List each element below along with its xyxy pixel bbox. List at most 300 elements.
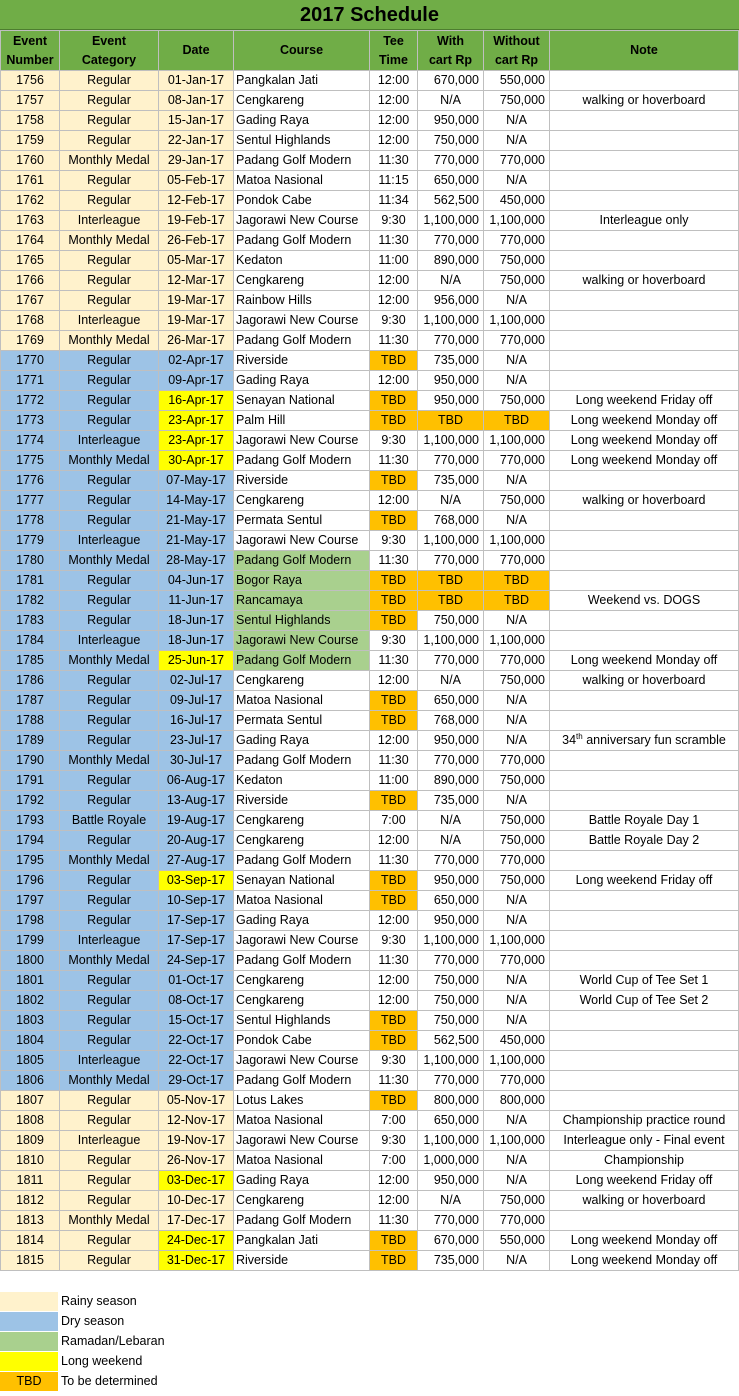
event-category-cell: Regular (60, 1251, 159, 1271)
tee-time-cell: TBD (370, 1031, 418, 1051)
event-category-cell: Regular (60, 671, 159, 691)
with-cart-cell: 768,000 (418, 711, 484, 731)
date-cell: 26-Feb-17 (159, 231, 234, 251)
without-cart-cell: N/A (484, 911, 550, 931)
event-category-cell: Monthly Medal (60, 151, 159, 171)
table-row (1, 691, 739, 711)
event-category-cell: Regular (60, 711, 159, 731)
tee-time-cell: TBD (370, 1011, 418, 1031)
without-cart-cell: 1,100,000 (484, 631, 550, 651)
event-number-cell: 1762 (1, 191, 60, 211)
with-cart-cell: 750,000 (418, 611, 484, 631)
without-cart-cell: N/A (484, 351, 550, 371)
tee-time-cell: TBD (370, 1251, 418, 1271)
event-number-cell: 1815 (1, 1251, 60, 1271)
without-cart-cell: N/A (484, 111, 550, 131)
without-cart-cell: 770,000 (484, 951, 550, 971)
event-category-cell: Regular (60, 111, 159, 131)
with-cart-cell: 1,100,000 (418, 1131, 484, 1151)
note-cell (550, 131, 739, 151)
legend-label: Ramadan/Lebaran (61, 1334, 165, 1348)
course-cell: Palm Hill (234, 411, 370, 431)
note-cell (550, 631, 739, 651)
table-row (1, 1051, 739, 1071)
date-cell: 18-Jun-17 (159, 611, 234, 631)
tee-time-cell: 11:30 (370, 451, 418, 471)
event-number-cell: 1804 (1, 1031, 60, 1051)
event-number-cell: 1806 (1, 1071, 60, 1091)
note-cell (550, 1051, 739, 1071)
event-category-cell: Regular (60, 1191, 159, 1211)
course-cell: Cengkareng (234, 991, 370, 1011)
table-row (1, 711, 739, 731)
course-cell: Riverside (234, 791, 370, 811)
note-cell (550, 511, 739, 531)
table-row (1, 371, 739, 391)
event-category-cell: Regular (60, 191, 159, 211)
with-cart-cell: N/A (418, 271, 484, 291)
event-category-cell: Regular (60, 1091, 159, 1111)
event-number-cell: 1808 (1, 1111, 60, 1131)
without-cart-cell: 770,000 (484, 651, 550, 671)
event-number-cell: 1805 (1, 1051, 60, 1071)
table-row (1, 571, 739, 591)
tee-time-cell: 12:00 (370, 911, 418, 931)
with-cart-cell: 670,000 (418, 71, 484, 91)
date-cell: 05-Nov-17 (159, 1091, 234, 1111)
tee-time-cell: 12:00 (370, 91, 418, 111)
without-cart-cell: N/A (484, 711, 550, 731)
date-cell: 04-Jun-17 (159, 571, 234, 591)
date-cell: 17-Dec-17 (159, 1211, 234, 1231)
table-row (1, 551, 739, 571)
date-cell: 08-Jan-17 (159, 91, 234, 111)
date-cell: 18-Jun-17 (159, 631, 234, 651)
event-number-cell: 1801 (1, 971, 60, 991)
note-cell: World Cup of Tee Set 2 (550, 991, 739, 1011)
event-category-cell: Monthly Medal (60, 231, 159, 251)
tee-time-cell: 12:00 (370, 1171, 418, 1191)
with-cart-cell: 950,000 (418, 871, 484, 891)
date-cell: 07-May-17 (159, 471, 234, 491)
without-cart-cell: 770,000 (484, 331, 550, 351)
tee-time-cell: 11:30 (370, 1211, 418, 1231)
date-cell: 26-Mar-17 (159, 331, 234, 351)
event-category-cell: Regular (60, 1111, 159, 1131)
course-cell: Permata Sentul (234, 511, 370, 531)
course-cell: Jagorawi New Course (234, 211, 370, 231)
table-row (1, 231, 739, 251)
event-number-cell: 1807 (1, 1091, 60, 1111)
without-cart-cell: N/A (484, 1151, 550, 1171)
event-number-cell: 1765 (1, 251, 60, 271)
header-date: Date (159, 31, 234, 71)
date-cell: 24-Sep-17 (159, 951, 234, 971)
event-number-cell: 1798 (1, 911, 60, 931)
date-cell: 19-Feb-17 (159, 211, 234, 231)
without-cart-cell: 800,000 (484, 1091, 550, 1111)
date-cell: 23-Apr-17 (159, 411, 234, 431)
with-cart-cell: 956,000 (418, 291, 484, 311)
without-cart-cell: N/A (484, 371, 550, 391)
event-category-cell: Interleague (60, 1131, 159, 1151)
tee-time-cell: 9:30 (370, 1131, 418, 1151)
event-number-cell: 1795 (1, 851, 60, 871)
date-cell: 17-Sep-17 (159, 931, 234, 951)
date-cell: 26-Nov-17 (159, 1151, 234, 1171)
without-cart-cell: N/A (484, 511, 550, 531)
without-cart-cell: 770,000 (484, 551, 550, 571)
event-category-cell: Interleague (60, 431, 159, 451)
date-cell: 01-Jan-17 (159, 71, 234, 91)
table-row (1, 391, 739, 411)
legend-item (0, 1372, 300, 1391)
note-cell (550, 151, 739, 171)
note-cell: Long weekend Friday off (550, 871, 739, 891)
with-cart-cell: 770,000 (418, 551, 484, 571)
date-cell: 11-Jun-17 (159, 591, 234, 611)
table-row (1, 1131, 739, 1151)
event-category-cell: Regular (60, 171, 159, 191)
event-category-cell: Interleague (60, 1051, 159, 1071)
event-number-cell: 1788 (1, 711, 60, 731)
table-row (1, 871, 739, 891)
with-cart-cell: 562,500 (418, 191, 484, 211)
note-cell (550, 291, 739, 311)
event-number-cell: 1814 (1, 1231, 60, 1251)
tee-time-cell: TBD (370, 891, 418, 911)
tee-time-cell: 11:30 (370, 851, 418, 871)
course-cell: Riverside (234, 1251, 370, 1271)
tee-time-cell: 11:30 (370, 231, 418, 251)
table-row (1, 591, 739, 611)
note-cell (550, 1091, 739, 1111)
event-number-cell: 1785 (1, 651, 60, 671)
schedule-body (1, 71, 739, 1271)
date-cell: 09-Apr-17 (159, 371, 234, 391)
event-category-cell: Monthly Medal (60, 1071, 159, 1091)
note-cell: walking or hoverboard (550, 491, 739, 511)
with-cart-cell: N/A (418, 491, 484, 511)
course-cell: Jagorawi New Course (234, 311, 370, 331)
event-category-cell: Regular (60, 271, 159, 291)
event-category-cell: Monthly Medal (60, 1211, 159, 1231)
note-cell (550, 851, 739, 871)
course-cell: Cengkareng (234, 971, 370, 991)
header-row (1, 31, 739, 71)
note-cell (550, 891, 739, 911)
event-number-cell: 1770 (1, 351, 60, 371)
event-number-cell: 1791 (1, 771, 60, 791)
tee-time-cell: 11:00 (370, 251, 418, 271)
date-cell: 19-Nov-17 (159, 1131, 234, 1151)
tee-time-cell: 11:34 (370, 191, 418, 211)
course-cell: Pondok Cabe (234, 191, 370, 211)
with-cart-cell: 950,000 (418, 391, 484, 411)
note-cell: Interleague only - Final event (550, 1131, 739, 1151)
note-cell: Long weekend Monday off (550, 411, 739, 431)
event-number-cell: 1811 (1, 1171, 60, 1191)
note-cell: Battle Royale Day 2 (550, 831, 739, 851)
event-category-cell: Regular (60, 771, 159, 791)
tee-time-cell: 12:00 (370, 111, 418, 131)
course-cell: Matoa Nasional (234, 691, 370, 711)
without-cart-cell: 750,000 (484, 811, 550, 831)
note-cell (550, 691, 739, 711)
event-category-cell: Regular (60, 591, 159, 611)
with-cart-cell: 770,000 (418, 851, 484, 871)
without-cart-cell: TBD (484, 591, 550, 611)
without-cart-cell: 1,100,000 (484, 931, 550, 951)
legend-swatch (0, 1312, 58, 1331)
event-category-cell: Interleague (60, 931, 159, 951)
tee-time-cell: TBD (370, 791, 418, 811)
with-cart-cell: 735,000 (418, 351, 484, 371)
date-cell: 22-Oct-17 (159, 1051, 234, 1071)
course-cell: Jagorawi New Course (234, 431, 370, 451)
course-cell: Riverside (234, 351, 370, 371)
event-number-cell: 1776 (1, 471, 60, 491)
event-number-cell: 1792 (1, 791, 60, 811)
date-cell: 16-Jul-17 (159, 711, 234, 731)
without-cart-cell: 750,000 (484, 391, 550, 411)
note-cell (550, 231, 739, 251)
note-cell (550, 71, 739, 91)
without-cart-cell: N/A (484, 971, 550, 991)
table-row (1, 631, 739, 651)
tee-time-cell: 9:30 (370, 531, 418, 551)
note-cell (550, 371, 739, 391)
event-category-cell: Regular (60, 1231, 159, 1251)
note-cell: walking or hoverboard (550, 1191, 739, 1211)
table-row (1, 171, 739, 191)
event-number-cell: 1810 (1, 1151, 60, 1171)
event-number-cell: 1775 (1, 451, 60, 471)
date-cell: 30-Apr-17 (159, 451, 234, 471)
note-cell: walking or hoverboard (550, 271, 739, 291)
course-cell: Padang Golf Modern (234, 1211, 370, 1231)
course-cell: Cengkareng (234, 91, 370, 111)
with-cart-cell: 735,000 (418, 791, 484, 811)
event-category-cell: Interleague (60, 631, 159, 651)
event-number-cell: 1759 (1, 131, 60, 151)
without-cart-cell: 550,000 (484, 1231, 550, 1251)
with-cart-cell: 950,000 (418, 911, 484, 931)
course-cell: Matoa Nasional (234, 891, 370, 911)
event-category-cell: Regular (60, 1151, 159, 1171)
table-row (1, 471, 739, 491)
with-cart-cell: N/A (418, 831, 484, 851)
without-cart-cell: 770,000 (484, 751, 550, 771)
date-cell: 15-Jan-17 (159, 111, 234, 131)
date-cell: 01-Oct-17 (159, 971, 234, 991)
event-number-cell: 1766 (1, 271, 60, 291)
date-cell: 31-Dec-17 (159, 1251, 234, 1271)
tee-time-cell: 11:30 (370, 951, 418, 971)
with-cart-cell: 562,500 (418, 1031, 484, 1051)
tee-time-cell: 12:00 (370, 131, 418, 151)
table-row (1, 1251, 739, 1271)
with-cart-cell: 650,000 (418, 1111, 484, 1131)
date-cell: 23-Jul-17 (159, 731, 234, 751)
date-cell: 19-Aug-17 (159, 811, 234, 831)
course-cell: Matoa Nasional (234, 171, 370, 191)
course-cell: Gading Raya (234, 111, 370, 131)
without-cart-cell: N/A (484, 891, 550, 911)
event-number-cell: 1761 (1, 171, 60, 191)
tee-time-cell: TBD (370, 391, 418, 411)
without-cart-cell: N/A (484, 291, 550, 311)
course-cell: Gading Raya (234, 1171, 370, 1191)
without-cart-cell: 1,100,000 (484, 1131, 550, 1151)
event-number-cell: 1777 (1, 491, 60, 511)
note-cell (550, 551, 739, 571)
note-cell (550, 351, 739, 371)
legend-item (0, 1332, 300, 1351)
with-cart-cell: 650,000 (418, 691, 484, 711)
course-cell: Padang Golf Modern (234, 951, 370, 971)
without-cart-cell: N/A (484, 791, 550, 811)
date-cell: 14-May-17 (159, 491, 234, 511)
note-cell (550, 911, 739, 931)
note-cell (550, 331, 739, 351)
event-number-cell: 1813 (1, 1211, 60, 1231)
event-category-cell: Interleague (60, 211, 159, 231)
table-row (1, 491, 739, 511)
tee-time-cell: TBD (370, 711, 418, 731)
event-category-cell: Regular (60, 611, 159, 631)
tee-time-cell: TBD (370, 411, 418, 431)
course-cell: Matoa Nasional (234, 1111, 370, 1131)
tee-time-cell: 11:30 (370, 551, 418, 571)
without-cart-cell: 1,100,000 (484, 531, 550, 551)
table-row (1, 411, 739, 431)
table-row (1, 111, 739, 131)
course-cell: Kedaton (234, 251, 370, 271)
legend-swatch (0, 1352, 58, 1371)
event-category-cell: Regular (60, 291, 159, 311)
date-cell: 12-Feb-17 (159, 191, 234, 211)
course-cell: Senayan National (234, 871, 370, 891)
schedule-table (0, 30, 739, 1271)
event-number-cell: 1793 (1, 811, 60, 831)
tee-time-cell: TBD (370, 571, 418, 591)
without-cart-cell: 1,100,000 (484, 431, 550, 451)
note-cell: Long weekend Monday off (550, 651, 739, 671)
tee-time-cell: 9:30 (370, 211, 418, 231)
date-cell: 25-Jun-17 (159, 651, 234, 671)
note-cell (550, 111, 739, 131)
date-cell: 13-Aug-17 (159, 791, 234, 811)
note-cell (550, 311, 739, 331)
note-cell (550, 1011, 739, 1031)
course-cell: Gading Raya (234, 731, 370, 751)
event-category-cell: Regular (60, 391, 159, 411)
event-number-cell: 1771 (1, 371, 60, 391)
without-cart-cell: 1,100,000 (484, 1051, 550, 1071)
note-cell: walking or hoverboard (550, 671, 739, 691)
event-number-cell: 1760 (1, 151, 60, 171)
course-cell: Cengkareng (234, 831, 370, 851)
course-cell: Sentul Highlands (234, 1011, 370, 1031)
legend-label: To be determined (61, 1374, 158, 1388)
note-cell (550, 171, 739, 191)
course-cell: Permata Sentul (234, 711, 370, 731)
event-number-cell: 1772 (1, 391, 60, 411)
note-cell: Long weekend Monday off (550, 451, 739, 471)
without-cart-cell: TBD (484, 411, 550, 431)
date-cell: 03-Sep-17 (159, 871, 234, 891)
table-row (1, 1231, 739, 1251)
event-number-cell: 1769 (1, 331, 60, 351)
course-cell: Padang Golf Modern (234, 551, 370, 571)
table-row (1, 431, 739, 451)
tee-time-cell: 7:00 (370, 811, 418, 831)
note-cell: Long weekend Monday off (550, 1231, 739, 1251)
event-number-cell: 1767 (1, 291, 60, 311)
event-category-cell: Regular (60, 411, 159, 431)
table-row (1, 151, 739, 171)
course-cell: Sentul Highlands (234, 131, 370, 151)
header-event-number: Event Number (1, 31, 60, 71)
with-cart-cell: 770,000 (418, 651, 484, 671)
without-cart-cell: 1,100,000 (484, 311, 550, 331)
table-row (1, 931, 739, 951)
note-cell (550, 951, 739, 971)
legend-label: Dry season (61, 1314, 125, 1328)
table-row (1, 651, 739, 671)
tee-time-cell: 12:00 (370, 71, 418, 91)
course-cell: Padang Golf Modern (234, 751, 370, 771)
note-cell: Long weekend Friday off (550, 391, 739, 411)
table-row (1, 1111, 739, 1131)
event-category-cell: Monthly Medal (60, 751, 159, 771)
tee-time-cell: 12:00 (370, 371, 418, 391)
with-cart-cell: 1,000,000 (418, 1151, 484, 1171)
without-cart-cell: 770,000 (484, 1071, 550, 1091)
date-cell: 05-Mar-17 (159, 251, 234, 271)
tee-time-cell: TBD (370, 871, 418, 891)
event-number-cell: 1799 (1, 931, 60, 951)
tee-time-cell: 9:30 (370, 631, 418, 651)
event-category-cell: Monthly Medal (60, 331, 159, 351)
without-cart-cell: N/A (484, 1111, 550, 1131)
course-cell: Lotus Lakes (234, 1091, 370, 1111)
note-cell (550, 571, 739, 591)
note-cell (550, 1031, 739, 1051)
table-row (1, 971, 739, 991)
event-category-cell: Regular (60, 511, 159, 531)
event-category-cell: Regular (60, 971, 159, 991)
course-cell: Cengkareng (234, 811, 370, 831)
without-cart-cell: N/A (484, 1171, 550, 1191)
tee-time-cell: TBD (370, 611, 418, 631)
note-cell: Championship (550, 1151, 739, 1171)
table-row (1, 1071, 739, 1091)
tee-time-cell: 11:15 (370, 171, 418, 191)
with-cart-cell: 770,000 (418, 951, 484, 971)
date-cell: 09-Jul-17 (159, 691, 234, 711)
event-number-cell: 1796 (1, 871, 60, 891)
without-cart-cell: 770,000 (484, 1211, 550, 1231)
without-cart-cell: 450,000 (484, 1031, 550, 1051)
date-cell: 30-Jul-17 (159, 751, 234, 771)
course-cell: Cengkareng (234, 1191, 370, 1211)
event-number-cell: 1803 (1, 1011, 60, 1031)
with-cart-cell: 1,100,000 (418, 431, 484, 451)
event-category-cell: Regular (60, 1011, 159, 1031)
with-cart-cell: TBD (418, 571, 484, 591)
